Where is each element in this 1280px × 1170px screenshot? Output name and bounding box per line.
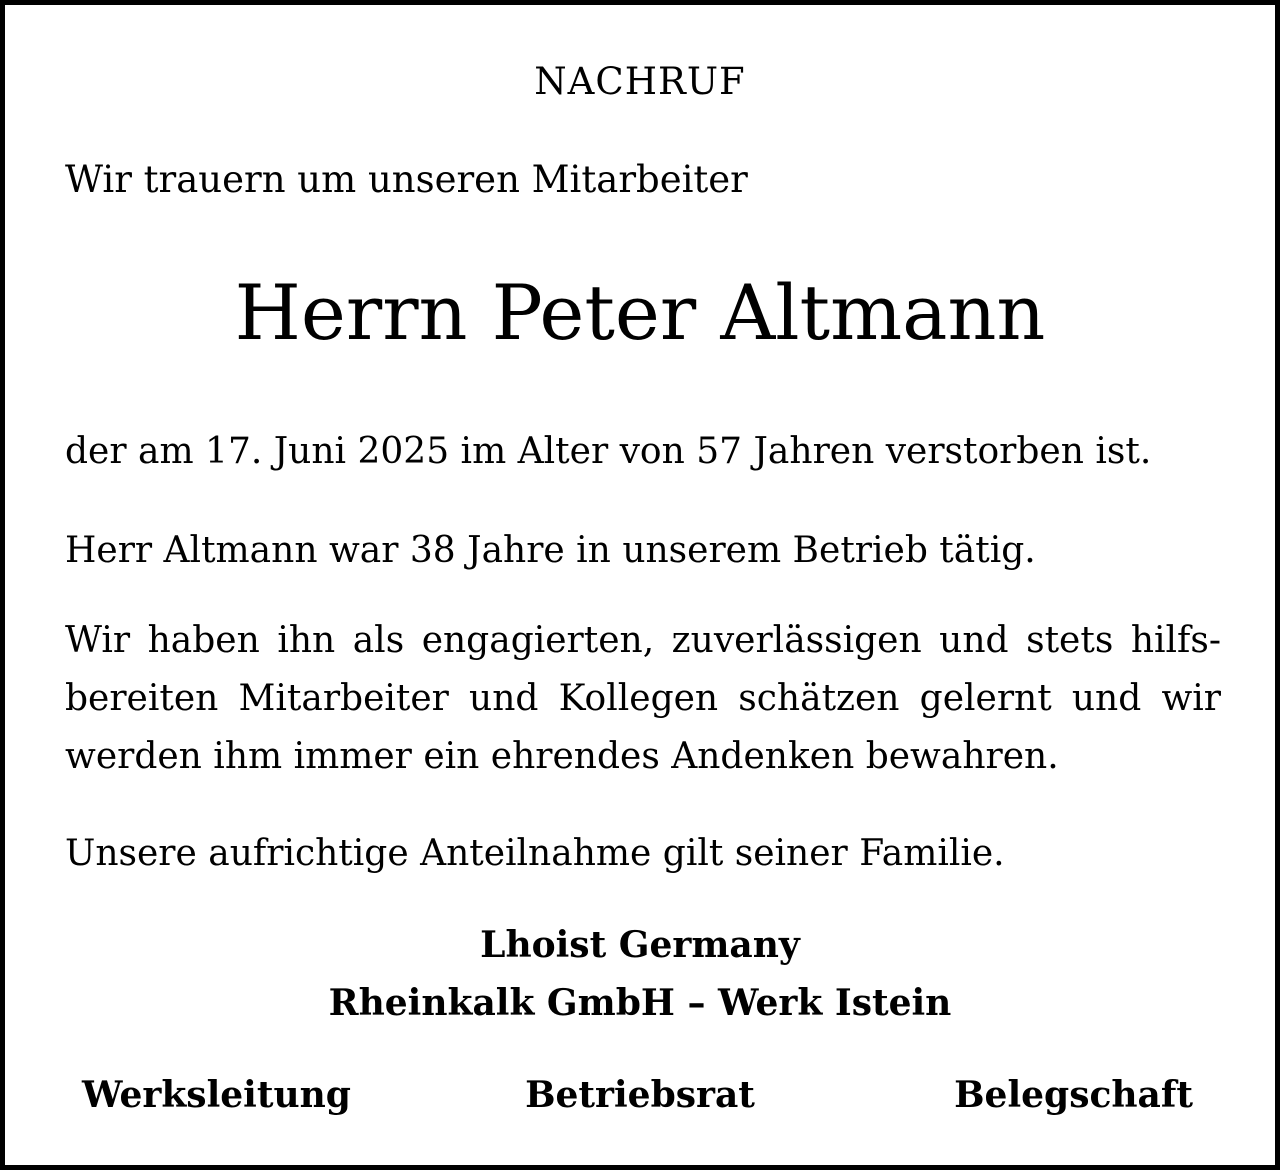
- condolence-statement: Unsere aufrichtige Anteilnahme gilt seiner Familie.: [65, 833, 1005, 874]
- service-statement: Herr Altmann war 38 Jahre in unserem Betrieb tätig.: [65, 530, 1036, 571]
- tribute-paragraph: [65, 612, 1221, 786]
- intro-text: Wir trauern um unseren Mitarbeiter: [65, 158, 748, 201]
- signer-belegschaft: Belegschaft: [954, 1074, 1193, 1116]
- death-statement: der am 17. Juni 2025 im Alter von 57 Jahren verstorben ist.: [65, 431, 1152, 472]
- tribute-line: werden ihm immer ein ehrendes Andenken bewahren.: [65, 736, 1059, 777]
- deceased-name: Herrn Peter Altmann: [234, 268, 1046, 357]
- signer-betriebsrat: Betriebsrat: [525, 1074, 755, 1116]
- notice-heading: NACHRUF: [534, 60, 746, 103]
- tribute-line: Wir haben ihn als engagierten, zuverlässigen und stets hilfs-: [65, 620, 1221, 661]
- company-name: Lhoist Germany: [480, 924, 800, 966]
- signer-werksleitung: Werksleitung: [82, 1074, 351, 1116]
- tribute-line: bereiten Mitarbeiter und Kollegen schätzen gelernt und wir: [65, 678, 1221, 719]
- company-plant: Rheinkalk GmbH – Werk Istein: [328, 982, 952, 1024]
